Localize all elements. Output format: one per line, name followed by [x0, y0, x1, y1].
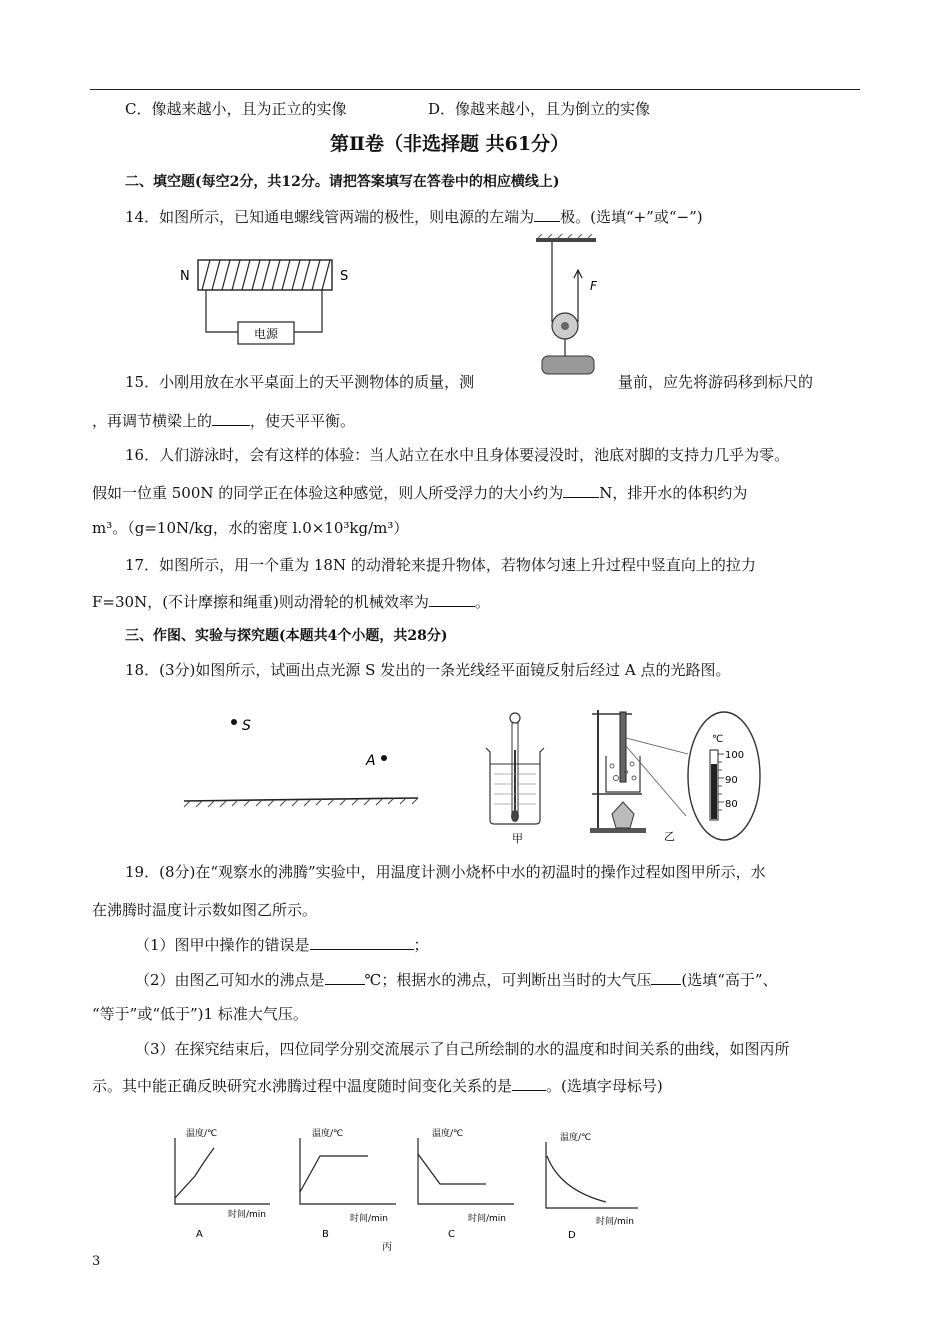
point-s-label: S — [242, 718, 251, 734]
graph-a-letter: A — [196, 1229, 203, 1240]
graph-c — [418, 1127, 514, 1240]
load-cylinder — [542, 356, 594, 374]
thermo-100: 100 — [725, 750, 745, 761]
q19-sub2-blank2[interactable] — [651, 969, 681, 985]
beaker-figure — [480, 710, 555, 850]
q16-line2-a: 假如一位重 500N 的同学正在体验这种感觉，则人所受浮力的大小约为 — [92, 484, 564, 502]
graph-b-xlabel: 时间/min — [350, 1214, 389, 1224]
graph-a-axes — [175, 1138, 270, 1204]
point-a-label: A — [366, 753, 376, 769]
q14-text — [125, 206, 703, 227]
q16-line3: m³。（g=10N/kg，水的密度 l.0×10³kg/m³） — [92, 519, 409, 537]
q17-line2 — [92, 591, 490, 612]
q19-sub1 — [135, 934, 429, 955]
temperature-graphs-figure — [150, 1120, 650, 1255]
pulley-figure — [530, 234, 620, 384]
q19-sub3-line1: （3）在探究结束后，四位同学分别交流展示了自己所绘制的水的温度和时间关系的曲线，如图丙所 — [135, 1040, 790, 1058]
q15-line1-end: 量前，应先将游码移到标尺的 — [618, 373, 814, 391]
q15-line2 — [92, 410, 355, 431]
pulley-axle — [561, 322, 569, 330]
graph-a-ylabel: 温度/℃ — [186, 1129, 218, 1139]
graph-d-letter: D — [568, 1230, 576, 1241]
solenoid-coil — [202, 260, 330, 290]
zoom-lens — [688, 712, 760, 840]
scale-liquid — [711, 764, 717, 819]
mirror-figure — [180, 708, 425, 808]
pole-s: S — [340, 269, 349, 284]
thermo-unit: ℃ — [712, 734, 724, 745]
graph-d-ylabel: 温度/℃ — [560, 1133, 592, 1143]
q17-blank[interactable] — [429, 591, 475, 607]
graph-c-ylabel: 温度/℃ — [432, 1129, 464, 1139]
thermo-80: 80 — [725, 799, 738, 810]
graph-d — [546, 1131, 638, 1241]
q15-prefix: 15．小刚用放在水平桌面上的天平测物体的质量，测 — [125, 373, 475, 391]
q19-sub2 — [135, 969, 778, 990]
q19-sub1-text: （1）图甲中操作的错误是 — [135, 936, 310, 954]
part2-heading: 二、填空题(每空2分，共12分。请把答案填写在答卷中的相应横线上) — [125, 174, 560, 190]
graphs-group-label: 丙 — [382, 1242, 392, 1253]
graph-b-ylabel: 温度/℃ — [312, 1129, 344, 1139]
thermo-90: 90 — [725, 775, 738, 786]
graph-b — [300, 1127, 396, 1240]
graph-a-curve — [175, 1148, 214, 1198]
stand-label: 乙 — [664, 830, 675, 843]
q19-sub3-blank[interactable] — [512, 1075, 546, 1091]
graph-d-xlabel: 时间/min — [596, 1217, 635, 1227]
q19-sub2-c: (选填“高于”、 — [681, 971, 778, 989]
option-d: D．像越来越小，且为倒立的实像 — [428, 100, 651, 118]
page-number: 3 — [92, 1254, 101, 1269]
q19-sub1-blank[interactable] — [310, 934, 414, 950]
q19-line2: 在沸腾时温度计示数如图乙所示。 — [92, 901, 318, 919]
q17-line2-a: F=30N，(不计摩擦和绳重)则动滑轮的机械效率为 — [92, 593, 429, 611]
q15-line1 — [125, 372, 474, 392]
ceiling — [536, 238, 596, 242]
alcohol-lamp — [612, 802, 634, 828]
q19-sub2-a: （2）由图乙可知水的沸点是 — [135, 971, 325, 989]
stand-base — [590, 828, 646, 833]
q19-sub3-text: 示。其中能正确反映研究水沸腾过程中温度随时间变化关系的是 — [92, 1077, 513, 1095]
graph-d-curve — [547, 1156, 606, 1202]
solenoid-circuit-figure — [170, 250, 370, 362]
graph-b-letter: B — [322, 1229, 329, 1240]
q17-line1: 17．如图所示，用一个重为 18N 的动滑轮来提升物体，若物体匀速上升过程中竖直向上的拉力 — [125, 556, 756, 574]
zoom-line-bottom — [626, 746, 686, 816]
graph-a-xlabel: 时间/min — [228, 1210, 267, 1220]
boiling-stand-figure — [582, 706, 762, 844]
mirror-surface — [184, 798, 418, 801]
graph-b-axes — [300, 1138, 396, 1204]
q19-sub3-end: 。(选填字母标号) — [546, 1077, 663, 1095]
solenoid-core — [198, 260, 332, 290]
q16-line1: 16．人们游泳时，会有这样的体验：当人站立在水中且身体要浸没时，池底对脚的支持力几乎为零。 — [125, 446, 790, 464]
q19-sub2-line2: “等于”或“低于”)1 标准大气压。 — [92, 1005, 308, 1023]
point-a-dot — [381, 755, 387, 761]
graph-c-letter: C — [448, 1229, 455, 1240]
q15-mid: ，再调节横梁上的 — [92, 412, 213, 430]
q19-line1: 19．(8分)在“观察水的沸腾”实验中，用温度计测小烧杯中水的初温时的操作过程如图甲所示，水 — [125, 863, 766, 881]
graph-b-curve — [300, 1156, 368, 1192]
q16-blank-force[interactable] — [563, 482, 599, 498]
wire-left — [206, 290, 238, 332]
thermometer-bulb — [511, 810, 519, 822]
thermometer-ring — [510, 713, 520, 723]
q14-prefix: 14．如图所示，已知通电螺线管两端的极性，则电源的左端为 — [125, 208, 535, 226]
q19-sub2-blank1[interactable] — [325, 969, 365, 985]
part3-heading: 三、作图、实验与探究题(本题共4个小题，共28分) — [125, 628, 448, 644]
ceiling-hatch — [538, 234, 592, 238]
force-label: F — [590, 279, 597, 293]
q19-sub3-line2 — [92, 1075, 663, 1096]
q15-blank[interactable] — [212, 410, 250, 426]
q16-line2-b: N，排开水的体积约为 — [599, 484, 748, 502]
graph-c-curve — [418, 1154, 486, 1184]
thermometer-in-water — [620, 712, 626, 782]
graph-c-axes — [418, 1138, 514, 1204]
graph-a — [175, 1127, 270, 1240]
q19-sub1-end: ； — [413, 936, 429, 954]
wire-right — [294, 290, 322, 332]
pole-n: N — [180, 269, 190, 284]
top-rule — [90, 89, 860, 90]
beaker-label: 甲 — [512, 832, 523, 845]
q19-sub2-b: ℃；根据水的沸点，可判断出当时的大气压 — [364, 971, 652, 989]
q18-text: 18．(3分)如图所示，试画出点光源 S 发出的一条光线经平面镜反射后经过 A 点的光路图。 — [125, 661, 731, 679]
zoom-line-top — [626, 738, 688, 754]
graph-c-xlabel: 时间/min — [468, 1214, 507, 1224]
point-s-dot — [231, 719, 237, 725]
power-label: 电源 — [253, 327, 279, 341]
q14-suffix: 极。(选填“+”或“−”) — [560, 208, 703, 226]
q15-end: ，使天平平衡。 — [250, 412, 356, 430]
option-c: C．像越来越小，且为正立的实像 — [125, 100, 347, 118]
section-title: 第Ⅱ卷（非选择题 共61分） — [330, 133, 570, 155]
q17-line2-b: 。 — [474, 593, 490, 611]
q16-line2 — [92, 482, 747, 503]
q14-blank[interactable] — [534, 206, 560, 222]
